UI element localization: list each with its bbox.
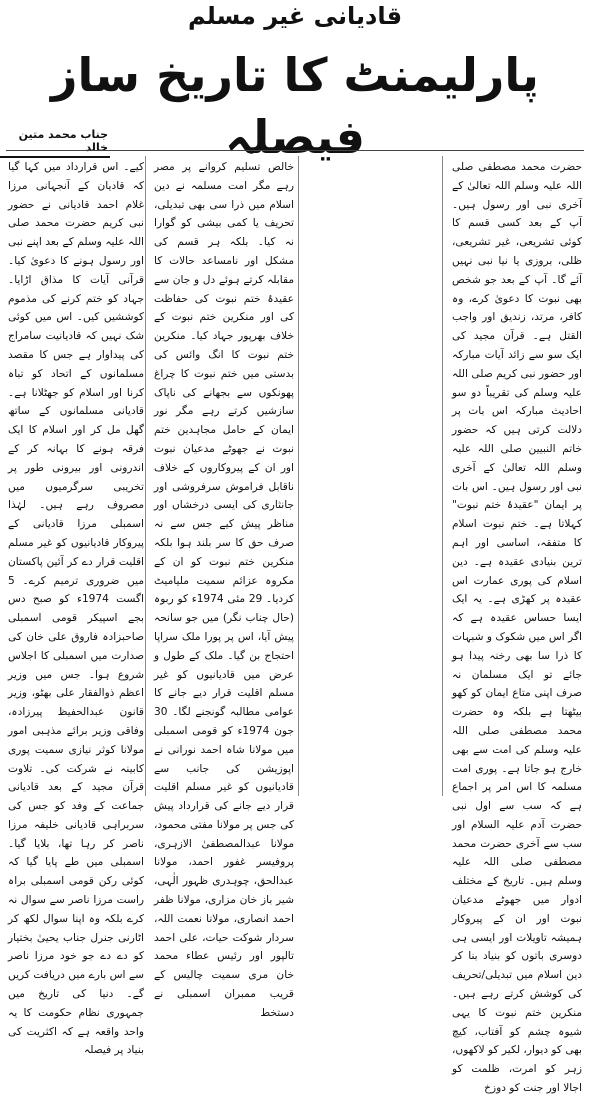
column-text: خالص تسلیم کروانے پر مصر رہے مگر امت مسلمہ نے دین اسلام میں ذرا سی بھی تبدیلی، تحریف یا کمی بیشی کو گوارا نہ کیا۔ بلکہ ہر قسم کی مشکل اور نامساعد حالات کا مقابلہ کرتے ہوئے دل و جان سے عقیدۂ ختم نبوت کی حفاظت کی اور منکرین ختم نبوت کے خلاف بھرپور جہاد کیا۔ منکرین ختم نبوت کا انگ وائس کی بدستی میں ختم نبوت کا چراغ پھونکوں سے بجھانے کی ناپاک سازشیں کرتے رہے مگر نور ایمان کے حامل مجاہدین ختم نبوت نے جھوٹے مدعیان نبوت اور ان کے پیروکاروں کے خلاف ناقابل فراموش سرفروشی اور جانثاری کی ایسی درخشاں اور مناظر پیش کیے جس سے نہ صرف حق کا سر بلند ہوا بلکہ منکرین ختم نبوت کو ان کے مکروہ عزائم سمیت ملیامیٹ کردیا۔ 29 مئی 1974ء کو ربوہ (حال چناب نگر) میں جو سانحہ پیش آیا، اس پر پورا ملک سراپا احتجاج بن گیا۔ ملک کے طول و عرض میں قادیانیوں کو غیر مسلم اقلیت قرار دیے جانے کا عوامی مطالبہ گونجنے لگا۔ 30 جون 1974ء کو قومی اسمبلی میں مولانا شاہ احمد نورانی نے اپوزیشن کی جانب سے قادیانیوں کو غیر مسلم اقلیت قرار دیے جانے کی قرارداد پیش کی جس پر مولانا مفتی محمود، مولانا عبدالمصطفیٰ الازہری، پروفیسر غفور احمد، مولانا عبدالحق، چوہدری ظہور الٰہی، شیر باز خان مزاری، مولانا ظفر احمد انصاری، مولانا نعمت اللہ، سردار شوکت حیات، علی احمد تالپور اور رئیس عطاء محمد خان مری سمیت چالیس کے قریب ممبران اسمبلی نے دستخط [154,161,295,1019]
column-divider [442,156,443,796]
column-divider [145,156,146,796]
byline-divider [6,150,584,151]
column-text: کیے۔ اس قرارداد میں کہا گیا کہ قادیان کے آنجہانی مرزا غلام احمد قادیانی نے حضور نبی کریم حضرت محمد صلی اللہ علیہ وسلم کے بعد اپنے نبی اور رسول ہونے کا دعویٰ کیا۔ قرآنی آیات کا مذاق اڑایا۔ جہاد کو ختم کرنے کی مذموم کوششیں کیں۔ اس میں کوئی شک نہیں کہ قادیانیت سامراج کی پیداوار ہے جس کا مقصد مسلمانوں کے اتحاد کو تباہ کرنا اور اسلام کو جھٹلانا ہے۔ قادیانی مسلمانوں کے ساتھ گھل مل کر اور اسلام کا ایک فرقہ ہونے کا بہانہ کر کے اندرونی اور بیرونی طور پر تخریبی سرگرمیوں میں مصروف رہے ہیں۔ لہٰذا اسمبلی مرزا قادیانی کے پیروکار قادیانیوں کو غیر مسلم اقلیت قرار دے کر آئین پاکستان میں ضروری ترمیم کرے۔ 5 اگست 1974ء کو صبح دس بجے اسپیکر قومی اسمبلی صاحبزادہ فاروق علی خان کی صدارت میں اسمبلی کا اجلاس شروع ہوا۔ جس میں وزیر اعظم ذوالفقار علی بھٹو، وزیر قانون عبدالحفیظ پیرزادہ، وفاقی وزیر برائے مذہبی امور مولانا کوثر نیازی سمیت پوری کابینہ نے شرکت کی۔ تلاوت قرآن مجید کے بعد قادیانی جماعت کے وفد کو جس کی سربراہی قادیانی خلیفہ مرزا ناصر کر رہا تھا، بلایا گیا۔ اسمبلی میں طے پایا گیا کہ کوئی رکن قومی اسمبلی براہ راست مرزا ناصر سے سوال نہ کرے بلکہ وہ اپنا سوال لکھ کر اٹارنی جنرل جناب یحییٰ بختیار کو دے دے جو خود مرزا ناصر سے اس بارے میں دریافت کریں گے۔ دنیا کی تاریخ میں جمہوری نظام حکومت کا یہ واحد واقعہ ہے کہ اکثریت کی بنیاد پر فیصلہ [8,161,144,1057]
column-divider [298,156,299,796]
article-column-1 [452,158,582,1098]
article-column-2 [154,158,294,1023]
main-headline: پارلیمنٹ کا تاریخ ساز فیصلہ [51,48,539,164]
author-byline: جناب محمد متین خالد [0,128,110,158]
article-column-3 [8,158,144,1060]
kicker-heading: قادیانی غیر مسلم [187,2,403,30]
column-text: حضرت محمد مصطفی صلی اللہ علیہ وسلم اللہ تعالیٰ کے آخری نبی اور رسول ہیں۔ آپ کے بعد کسی قسم کا کوئی تشریعی، غیر تشریعی، ظلی، بروزی یا نیا نبی نہیں آئے گا۔ آپ کے بعد جو شخص بھی نبوت کا دعویٰ کرے، وہ کافر، مرتد، زندیق اور واجب القتل ہے۔ قرآن مجید کی ایک سو سے زائد آیات مبارکہ اور حضور نبی کریم صلی اللہ علیہ وسلم کی تقریباً دو سو احادیث مبارکہ اس بات پر دلالت کرتی ہیں کہ حضور خاتم النبیین صلی اللہ علیہ وسلم اللہ تعالیٰ کے آخری نبی اور رسول ہیں۔ اس بات پر ایمان "عقیدۂ ختم نبوت" کہلاتا ہے۔ ختم نبوت اسلام کا متفقہ، اساسی اور اہم ترین بنیادی عقیدہ ہے۔ دین اسلام کی پوری عمارت اس عقیدہ پر کھڑی ہے۔ یہ ایک ایسا حساس عقیدہ ہے کہ اگر اس میں شکوک و شبہات کا ذرا سا بھی رخنہ پیدا ہو جائے تو ایک مسلمان نہ صرف اپنی متاع ایمان کو کھو بیٹھتا ہے بلکہ وہ حضرت محمد مصطفی صلی اللہ علیہ وسلم کی امت سے بھی خارج ہو جاتا ہے۔ پوری امت مسلمہ کا اس امر پر اجماع ہے کہ سب سے اول نبی حضرت آدم علیہ السلام اور سب سے آخری حضرت محمد مصطفی صلی اللہ علیہ وسلم ہیں۔ تاریخ کے مختلف ادوار میں جھوٹے مدعیان نبوت اور ان کے پیروکار ہمیشہ تاویلات اور ایسی ہی دوسری باتوں کو بنیاد بنا کر دین اسلام میں تبدیلی/تحریف کی کوشش کرتے رہے ہیں۔ منکرین ختم نبوت کا یہی شیوہ چشم کو آفتاب، کیچ بھی کو دیوار، لکیر کو لاکھوں، زہر کو امرت، ظلمت کو اجالا اور جنت کو دوزخ [452,161,582,1095]
